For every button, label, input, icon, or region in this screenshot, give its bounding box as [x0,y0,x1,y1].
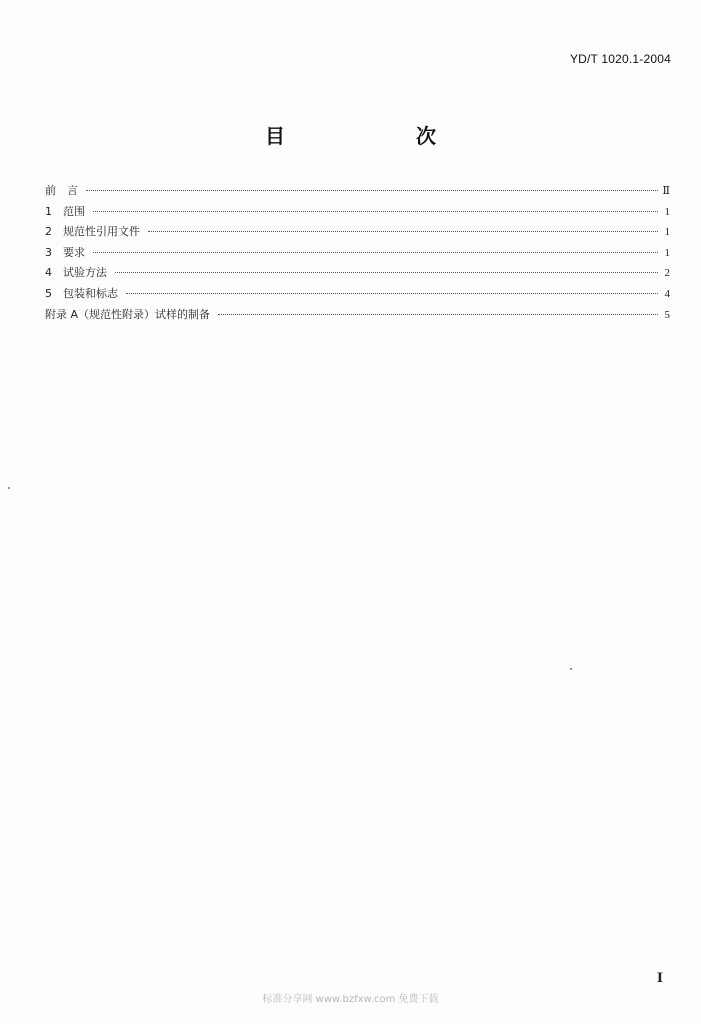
toc-entry-label: 5 包装和标志 [45,286,118,300]
toc-entry-packaging-marking[interactable] [45,285,670,306]
toc-dot-leader [148,231,658,232]
watermark-text: 标准分享网 www.bzfxw.com 免费下载 [262,994,439,1005]
toc-dot-leader [93,211,658,212]
toc-entry-normative-references[interactable] [45,223,670,244]
page-number: Ⅰ [656,970,663,985]
toc-title: 目 次 [265,124,498,148]
toc-entry-scope[interactable] [45,203,670,224]
toc-dot-leader [86,190,658,191]
toc-dot-leader [115,272,658,273]
toc-entry-foreword[interactable] [45,182,670,203]
toc-entry-requirements[interactable] [45,244,670,265]
table-of-contents [45,182,670,326]
toc-entry-label: 1 范围 [45,204,85,218]
toc-entry-page: 4 [664,287,670,300]
toc-entry-annex-a[interactable] [45,306,670,327]
toc-dot-leader [218,314,658,315]
toc-dot-leader [126,293,658,294]
toc-entry-page: 5 [664,308,670,321]
scan-speck [8,487,10,489]
scan-speck [570,668,572,670]
toc-entry-label: 2 规范性引用文件 [45,225,140,239]
toc-entry-page: 1 [664,205,670,218]
toc-entry-label: 4 试验方法 [45,266,107,280]
document-code: YD/T 1020.1-2004 [569,52,671,66]
toc-entry-label: 附录 A（规范性附录）试样的制备 [45,307,211,321]
toc-entry-page: 1 [664,246,670,259]
toc-entry-label: 前 言 [45,184,78,197]
toc-entry-page: 1 [664,226,670,239]
toc-entry-page: 2 [664,267,670,280]
toc-dot-leader [93,252,658,253]
toc-entry-test-methods[interactable] [45,264,670,285]
toc-entry-label: 3 要求 [45,245,85,259]
toc-entry-page: Ⅱ [662,185,670,197]
